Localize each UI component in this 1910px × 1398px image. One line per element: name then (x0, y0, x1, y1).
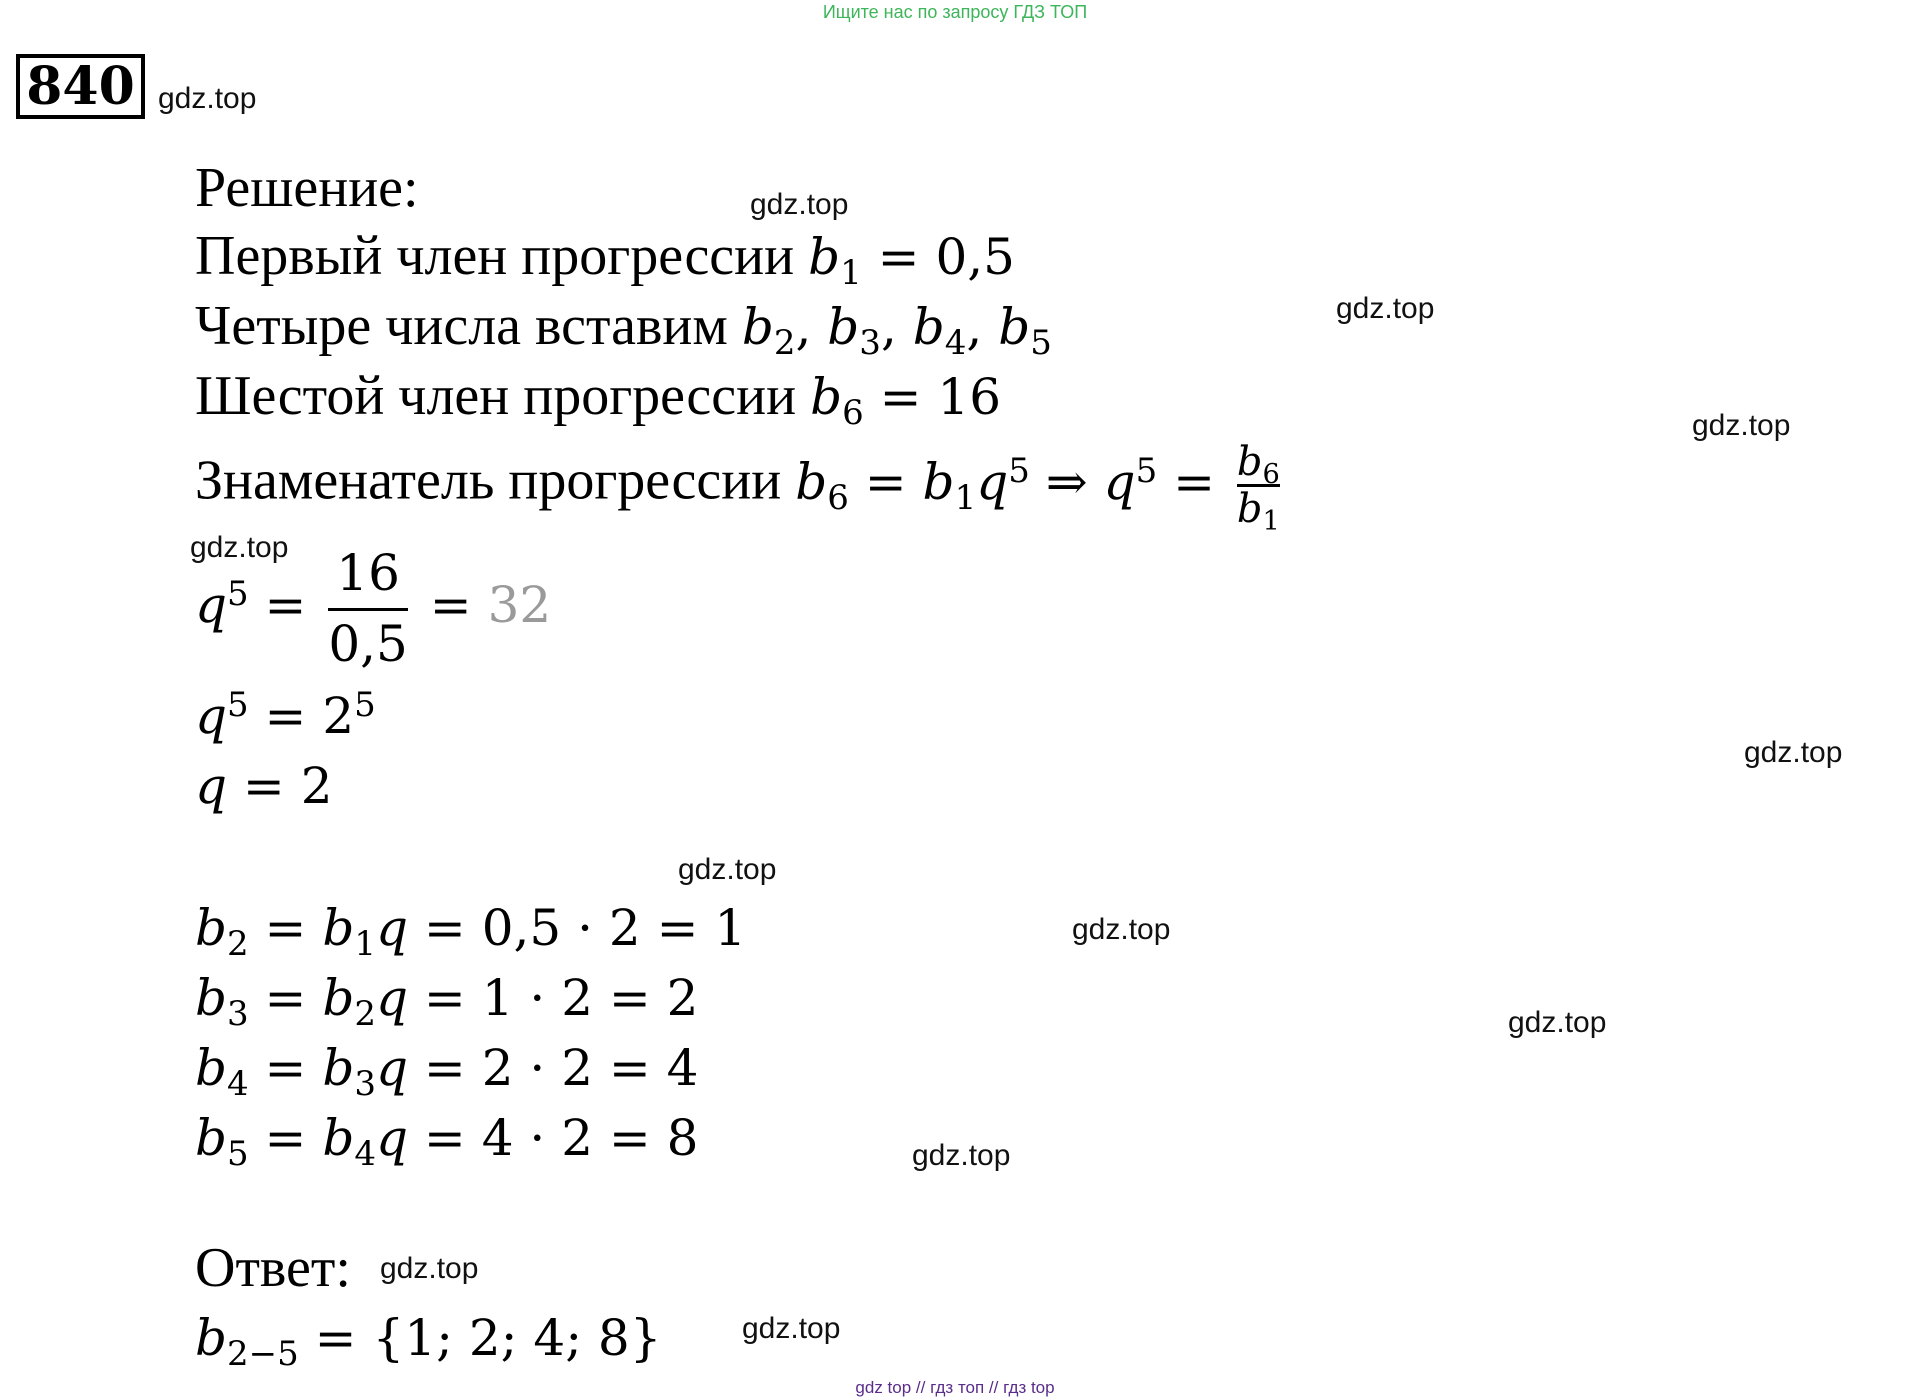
top-search-note: Ищите нас по запросу ГДЗ ТОП (822, 2, 1088, 22)
watermark: gdz.top (1336, 292, 1435, 325)
answer-line: $b_{2-5} = \{1$; 2; 4; 8} (195, 1309, 662, 1375)
q-result-line: q = 2 (195, 757, 333, 815)
q5-fraction: $\frac{16}{0,5}$ (328, 540, 408, 678)
watermark: gdz.top (1508, 1006, 1607, 1039)
ratio-fraction: $\frac{b_6}{b_1}$ (1236, 439, 1280, 538)
problem-number: 840 (16, 54, 145, 119)
term-b3-line: $b_3 = b_2q = 1 \cdot 2 = 2$ (195, 969, 699, 1035)
term-b2-line: $b_2 = b_1q = 0,5 \cdot 2 = 1$ (195, 899, 747, 965)
answer-label: Ответ: (195, 1237, 351, 1299)
q5-fraction-line: $q^5$ = $\frac{16}{0,5}$ = 32 (195, 540, 551, 678)
watermark: gdz.top (678, 853, 777, 886)
inserted-terms-line: Четыре числа вставим $b_2$, $b_3$, $b_4$, $b_5$ (195, 295, 1052, 364)
ratio-formula-line: Знаменатель прогрессии $b_6 = b_1q^5$ ⇒ $q^5$ = $\frac{b_6}{b_1}$ (195, 439, 1280, 538)
footer-links: gdz top // гдз топ // гдз top (855, 1378, 1055, 1397)
watermark: gdz.top (742, 1312, 841, 1345)
watermark: gdz.top (750, 188, 849, 221)
watermark: gdz.top (1744, 736, 1843, 769)
watermark: gdz.top (1072, 913, 1171, 946)
solution-heading: Решение: (195, 157, 419, 219)
term-b4-line: $b_4 = b_3q = 2 \cdot 2 = 4$ (195, 1039, 699, 1105)
watermark: gdz.top (912, 1139, 1011, 1172)
watermark: gdz.top (158, 82, 257, 115)
watermark: gdz.top (190, 531, 289, 564)
watermark: gdz.top (380, 1252, 479, 1285)
q5-power-line: $q^5 = 2^5$ (195, 685, 376, 745)
watermark: gdz.top (1692, 409, 1791, 442)
sixth-term-line: Шестой член прогрессии $b_6 = 16$ (195, 365, 1002, 434)
term-b5-line: $b_5 = b_4q = 4 \cdot 2 = 8$ (195, 1109, 699, 1175)
first-term-line: Первый член прогрессии $b_1 = 0,5$ (195, 225, 1015, 294)
